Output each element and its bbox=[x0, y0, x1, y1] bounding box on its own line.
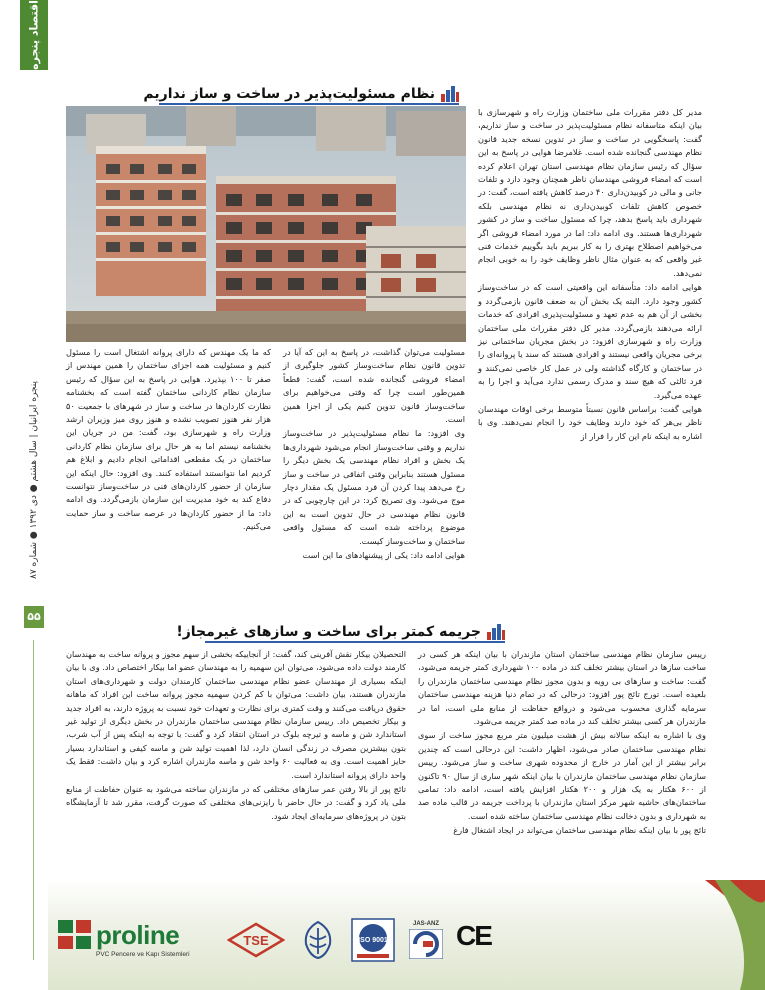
running-head: پنجره ایرانیان | سال هشتم ● دی ۱۳۹۲ ● شماره ۸۷ bbox=[29, 380, 39, 580]
title-underline bbox=[159, 103, 459, 105]
paragraph: که ما یک مهندس که دارای پروانه اشتغال است را مسئول کنیم و مسئولیت همه اجزای ساختمان را همین مهندس از صفر تا ۱۰۰ بپذیرد. هوایی در پاسخ به این سؤال که رئیس سازمان نظام کاردانی ساختمان گفته است که بخشنامه نظارت کاردان‌ها در ساخت و ساز در شهرهای با جمعیت ۵۰ هزار نفر هنوز تصویب نشده و هنوز روی میز وزیران ارشد وزارت راه و شهرسازی بود، گفت: من در جریان این بخشنامه نیستم اما به هر حال برای سازمان نظام کاردانی ساختمان در یک مقطعی اقداماتی انجام دادیم و ابلاغ هم کردیم اما نتوانستند استفاده کنند. وی افزود: حال اینکه این سازمان از حضور کاردان‌های فنی در ساخت‌وساز نتوانست دفاع کند به خود مدیریت این سازمان بازمی‌گردد. وی ادامه داد: ما از حضور کاردان‌ها در عرصه ساخت و ساز حمایت می‌کنیم. bbox=[66, 347, 271, 532]
article2-column-1 bbox=[418, 648, 706, 868]
paragraph: التحصیلان بیکار نقش آفرینی کند، گفت: از آنجاییکه بخشی از سهم مجوز و پروانه ساخت به مهندسان کارمند دولت داده می‌شود، می‌توان این سهمیه را به مهندسان عضو اما بیکار اختصاص داد. وی با بیان اینکه بسیاری از مهندسان عضو نظام مهندسی ساختمان کارمندان دولت و شهرداری‌های استان مازندران هستند، بیان داشت: می‌توان با کم کردن سهمیه مجوز پروانه ساخت این افراد که ماهانه حقوق دریافت می‌کنند و وقت کمتری برای نظارت و تعهدات خود نسبت به پروژه دارند، به افراد جدید و بیکار تخصیص داد. رییس سازمان نظام مهندسی ساختمان مازندران در بخش دیگری از تولید غیر استاندارد شن و ماسه و تیرچه بلوک در استان انتقاد کرد و گفت: با توجه به اینکه پس از آب شرب، بتون بیشترین مصرف در زندگی انسان دارد، لذا اهمیت تولید شن و ماسه کیفی و استاندارد بسیار حایز اهمیت است. وی به فعالیت ۶۰ واحد شن و ماسه مازندران اشاره کرد و بیان داشت: فقط یک واحد دارای پروانه استاندارد است. bbox=[66, 649, 406, 780]
article2-title-text: جریمه کمتر برای ساخت و سازهای غیرمجاز! bbox=[176, 624, 481, 640]
proline-logo-icon bbox=[58, 920, 92, 950]
article1-column-1 bbox=[478, 106, 702, 610]
buildings-photo bbox=[66, 106, 466, 342]
paragraph: وی با اشاره به اینکه سالانه بیش از هشت میلیون متر مربع مجوز ساخت از سوی نظام مهندسی ساختمان صادر می‌شود، اظهار داشت: این درحالی است که چندین برابر بیشتر از این آمار در خارج از محدوده شهری ساخت و ساز می‌شود. رییس سازمان نظام مهندسی ساختمان مازندران با بیان اینکه شهر ساری از سال ۹۰ تاکنون از ۶۰۰ هکتار به یک هزار و ۲۰۰ هکتار افزایش یافته است، ادامه داد: تمامی ساختمان‌های حاشیه شهر مرکز استان مازندران با پرداخت جریمه در قالب ماده صد به شهرداری و بدون دخالت نظام مهندسی ساختمان ساخته شده است. bbox=[418, 730, 706, 821]
sidebar bbox=[20, 0, 48, 990]
paragraph: تائج پور از بالا رفتن عمر سازهای مختلفی که در مازندران ساخته می‌شود به عنوان حفاظت از منابع ملی یاد کرد و گفت: در حال حاضر با رایزنی‌های مختلفی که صورت گرفت، مقرر شد تا آزمایشگاه بتون در پروژه‌های سرمایه‌ای ایجاد شود. bbox=[66, 784, 406, 821]
footer-advertisement bbox=[48, 880, 765, 990]
paragraph: تائج پور با بیان اینکه نظام مهندسی ساختمان می‌تواند در ایجاد اشتغال فارغ bbox=[453, 825, 706, 836]
tse-logo bbox=[226, 915, 286, 965]
jas-anz-label: JAS-ANZ bbox=[412, 921, 439, 927]
swoosh-graphic bbox=[685, 880, 765, 990]
jas-anz-icon bbox=[409, 929, 443, 959]
tse-icon bbox=[227, 922, 285, 958]
page-number: ۵۵ bbox=[24, 606, 44, 628]
brand-name: proline bbox=[96, 920, 180, 950]
iran-standard-icon bbox=[300, 920, 336, 960]
paragraph: مسئولیت می‌توان گذاشت، در پاسخ به این که آیا در تدوین قانون نظام ساخت‌وساز کشور جلوگیری از امضاء فروشی گنجانده شده است، گفت: قطعاً همین‌طور است چرا که وقتی می‌خواهیم برای ساخت‌وساز قانون تدوین کنیم یکی از اجزا همین است. bbox=[283, 347, 465, 425]
iso-logo bbox=[350, 915, 396, 965]
paragraph: هوایی ادامه داد: یکی از پیشنهادهای ما این است bbox=[302, 550, 465, 561]
article1-title bbox=[143, 86, 459, 102]
chart-bars-icon bbox=[487, 624, 505, 640]
paragraph: وی افزود: ما نظام مسئولیت‌پذیر در ساخت‌وساز نداریم و وقتی ساخت‌وساز انجام می‌شود شهرداری‌ها یک بخش و افراد نظام مهندسی یک بخش دیگر را مسئول هستند بنابراین وقتی اتفاقی در ساخت و ساز رخ می‌دهد پیدا کردن آن فرد مسئول یک مقدار دچار موج می‌شود. وی تصریح کرد: در این چارچوبی که در قانون نظام مهندسی در حال تدوین است به این موضوع پرداخته شده است که مسئول واقعی ساختمان و ساخت‌وساز کیست. bbox=[283, 428, 465, 546]
sidebar-divider bbox=[33, 640, 34, 960]
article1-title-text: نظام مسئولیت‌پذیر در ساخت و ساز نداریم bbox=[143, 86, 435, 102]
section-label: اقتصاد پنجره bbox=[27, 0, 41, 70]
standard-logo bbox=[298, 915, 338, 965]
paragraph: هوایی گفت: براساس قانون نسبتاً متوسط برخی اوقات مهندسان ناظر بی‌هر که خود دارند وظایف خود را انجام نمی‌دهند. وی با اشاره به اینکه نام این کار را فرار از bbox=[478, 403, 702, 441]
jas-anz-logo bbox=[404, 915, 448, 965]
title-underline bbox=[205, 641, 505, 643]
paragraph: هوایی ادامه داد: متأسفانه این واقعیتی است که در ساخت‌وساز کشور وجود دارد. البته یک بخش آن به ضعف قانون بازمی‌گردد و بخشی از آن هم به عدم تعهد و مسئولیت‌پذیری افرادی که خدمات ارائه می‌دهند بازمی‌گردد. مدیر کل دفتر مقررات ملی ساختمان وزارت راه و شهرسازی افزود: در بخش مجریان ساختمانی نیز برخی مجریان واقعی نیستند و افرادی هستند که سند یا پروانه‌ای را در ساختمان و کارگاه گذاشته ولی در عمل کار خاصی نمی‌کنند و فرد ثالثی که هیچ سند و مدرک رسمی ندارد می‌آید و اجرا را به عهده می‌گیرد. bbox=[478, 282, 702, 400]
iso-label: ISO 9001 bbox=[358, 937, 388, 944]
ce-mark: CE bbox=[456, 920, 491, 951]
brand-tagline: PVC Pencere ve Kapı Sistemleri bbox=[96, 951, 190, 958]
article1-column-3 bbox=[66, 346, 271, 610]
iso-icon bbox=[351, 918, 395, 962]
tse-label: TSE bbox=[243, 933, 269, 948]
article1-column-2 bbox=[283, 346, 465, 610]
article2-title bbox=[176, 624, 505, 640]
paragraph: رییس سازمان نظام مهندسی ساختمان استان مازندران با بیان اینکه هر کسی در ساخت سازها در استان بیشتر تخلف کند در ماده ۱۰۰ شهرداری کمتر جریمه می‌شود، گفت: ساخت و سازهای بی رویه و بدون مجوز نظام مهندسی ساختمان مازندران را بلعیده است. تورج تائج پور افزود: درحالی که در تمام دنیا هزینه مهندسی ساختمان سرمایه گذاری محسوب می‌شود و درواقع حفاظت از منابع ملی است، اما در مازندران هر کسی بیشتر تخلف کند در ماده صد کمتر جریمه می‌شود. bbox=[418, 649, 706, 727]
chart-bars-icon bbox=[441, 86, 459, 102]
paragraph: مدیر کل دفتر مقررات ملی ساختمان وزارت راه و شهرسازی با بیان اینکه متاسفانه نظام مسئولیت‌پذیر در ساخت و ساز نداریم، گفت: پاسخگویی در ساخت و ساز در تدوین نسخه جدید قانون نظام مهندسی گنجانده شده است. غلامرضا هوایی در پاسخ به این سؤال که رئیس سازمان نظام مهندسی استان تهران اعلام کرده است که امضاء فروشی مهندسان ناظر همچنان وجود دارد و تلفات جانی و مالی در کوبیدن‌داری ۴۰ درصد کاهش یافته است، گفت: در خصوص کاهش تلفات کوبیدن‌داری نه نظام مهندسی بلکه شهرداری باید پاسخ بدهد، چرا که مسئول ساخت و ساز در کشور شهرداری‌ها هستند. وی ادامه داد: اما در مورد امضاء فروشی اگر می‌خواهیم اصطلاح بهتری را به کار ببریم باید بگوییم خدمات فنی غیر واقعی که به عنوان مثال ناظر وظایف خود را به خوبی انجام نمی‌دهد. bbox=[478, 107, 702, 278]
article2-column-2 bbox=[66, 648, 406, 868]
section-tab bbox=[20, 0, 48, 70]
proline-brand bbox=[58, 920, 208, 970]
